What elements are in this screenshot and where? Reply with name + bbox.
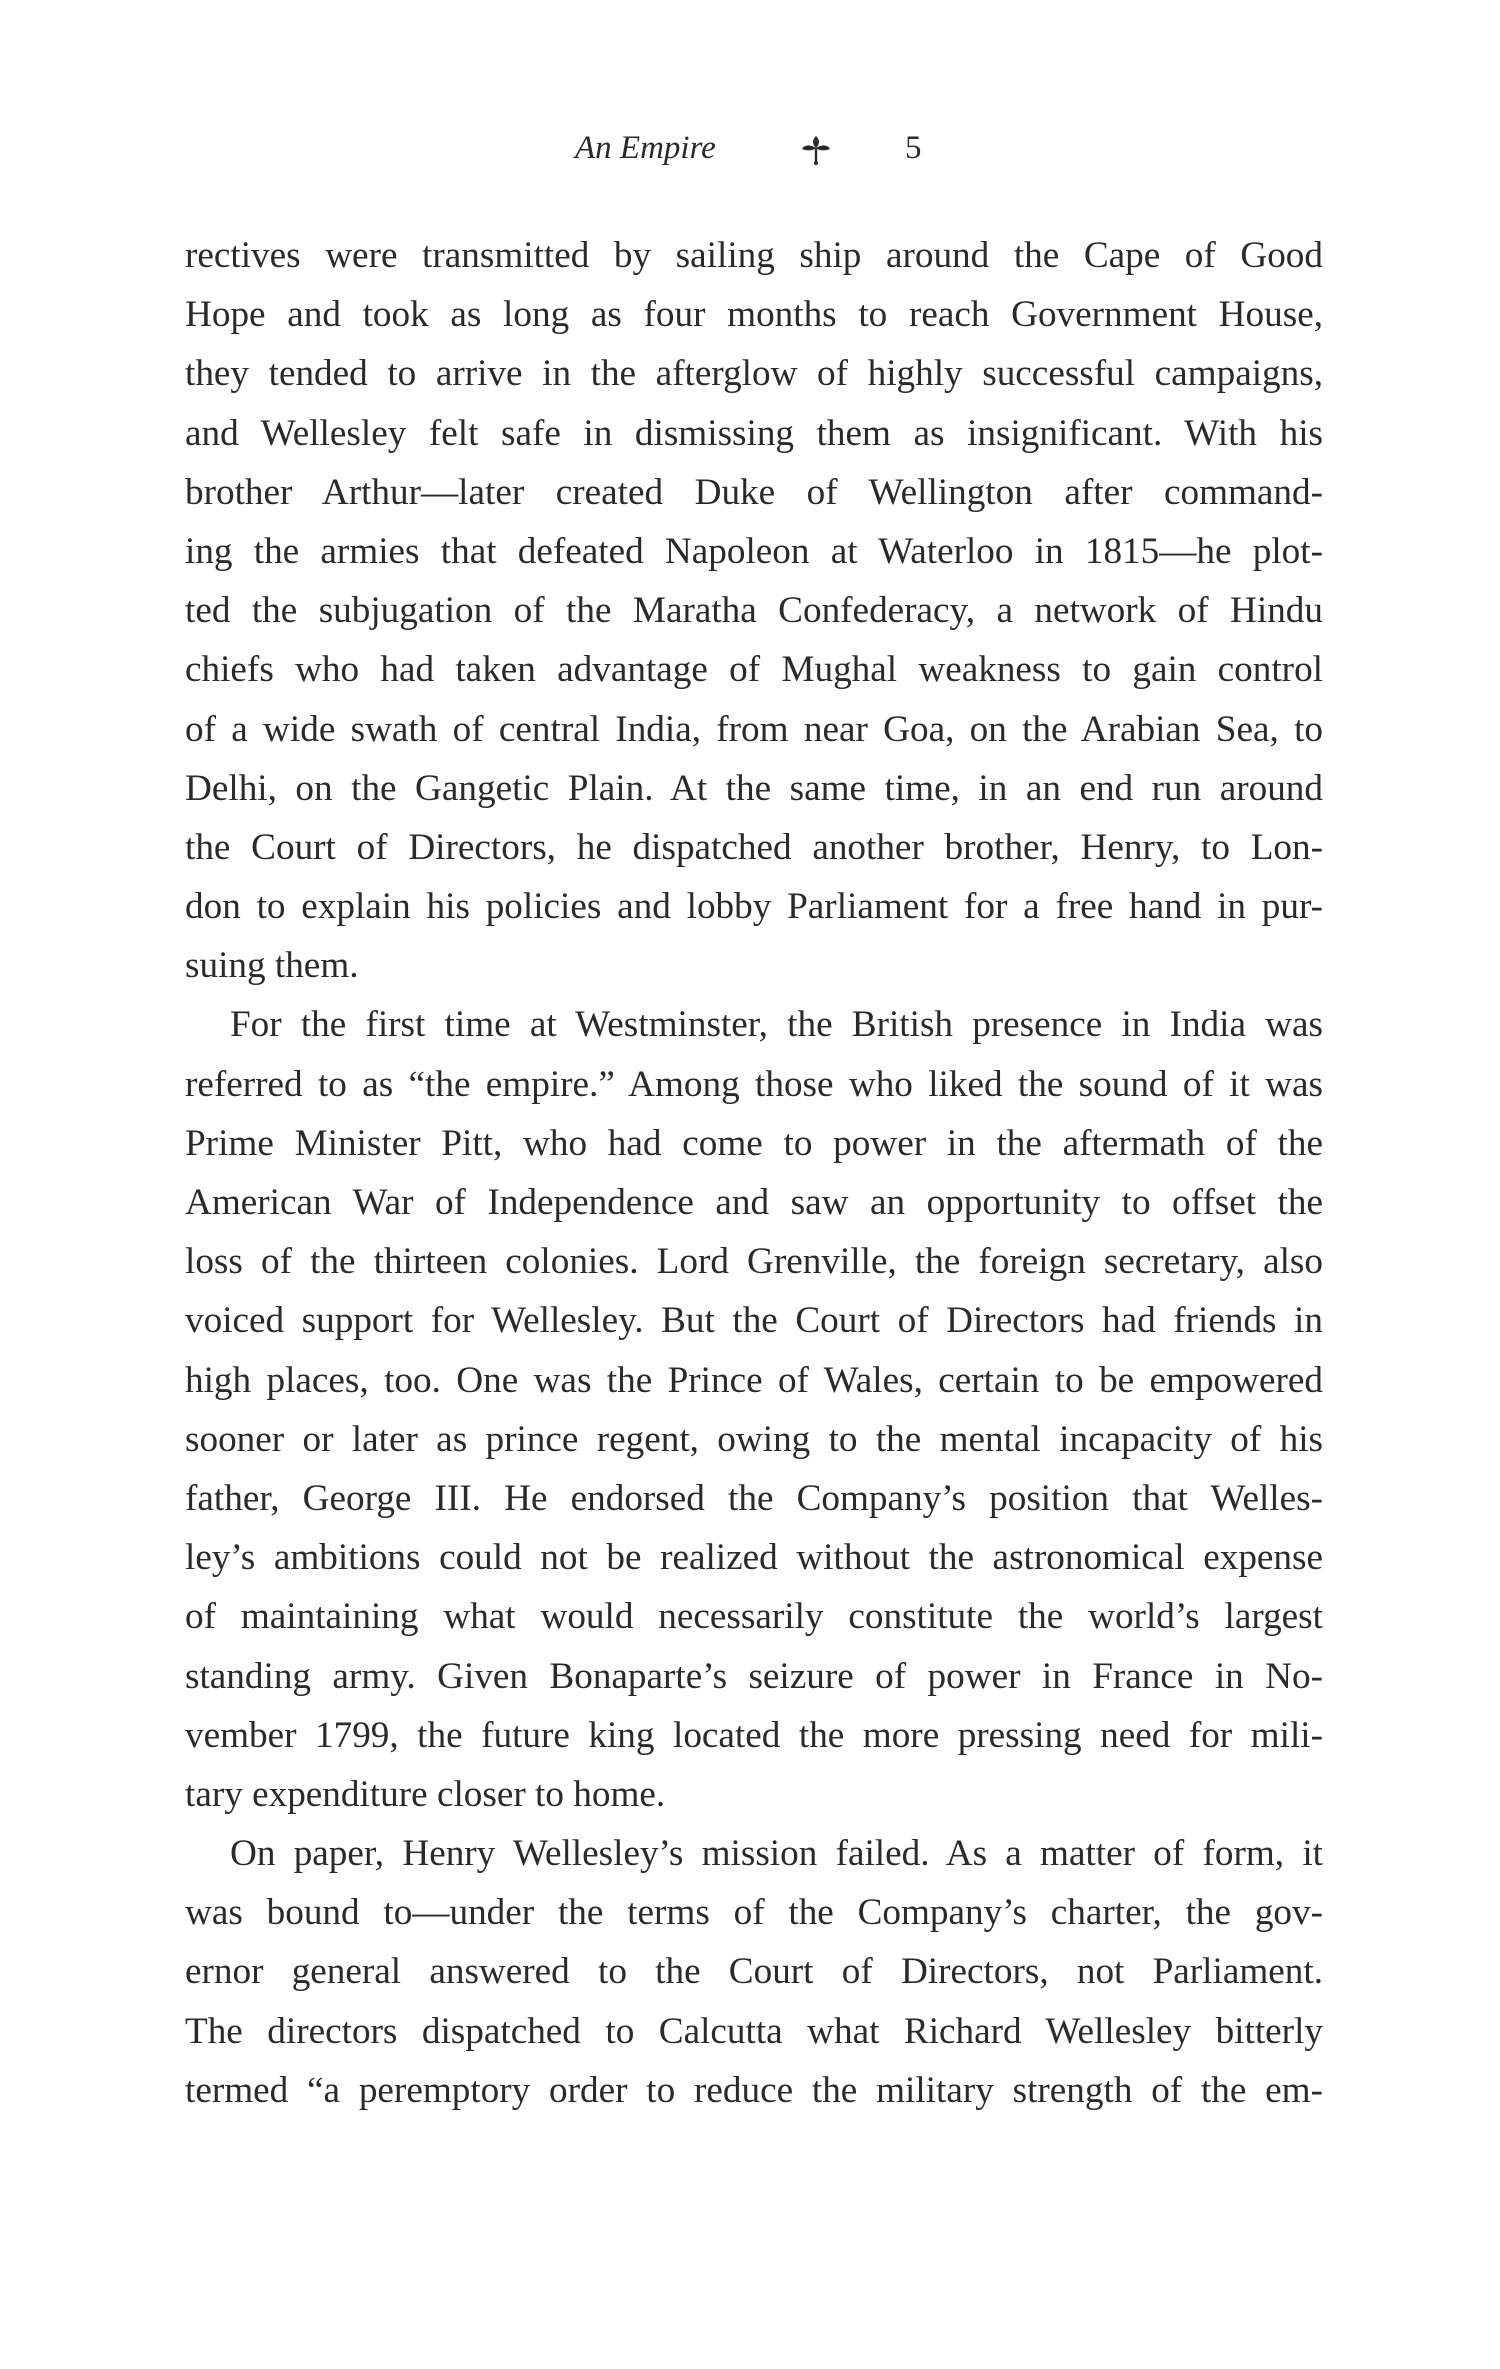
text-line: they tended to arrive in the afterglow of highly successful campaigns, xyxy=(185,353,1323,395)
text-line: The directors dispatched to Calcutta what Richard Wellesley bitterly xyxy=(185,2010,1323,2052)
paragraph xyxy=(185,1824,1323,2120)
text-line: For the first time at Westminster, the British presence in India was xyxy=(230,1004,1323,1046)
text-line: termed “a peremptory order to reduce the military strength of the em- xyxy=(185,2069,1323,2111)
text-line: Delhi, on the Gangetic Plain. At the same time, in an end run around xyxy=(185,767,1323,809)
text-line: suing them. xyxy=(185,945,359,987)
text-line: American War of Independence and saw an opportunity to offset the xyxy=(185,1182,1323,1223)
running-head-title: An Empire xyxy=(575,130,716,166)
text-line: high places, too. One was the Prince of Wales, certain to be empowered xyxy=(185,1359,1323,1401)
text-line: loss of the thirteen colonies. Lord Grenville, the foreign secretary, also xyxy=(185,1241,1323,1283)
text-line: tary expenditure closer to home. xyxy=(185,1773,666,1815)
page-number: 5 xyxy=(905,130,922,166)
text-line: ted the subjugation of the Maratha Confederacy, a network of Hindu xyxy=(185,590,1323,632)
text-line: ernor general answered to the Court of Directors, not Parliament. xyxy=(185,1951,1323,1993)
running-head xyxy=(0,118,1500,178)
text-line: was bound to—under the terms of the Company’s charter, the gov- xyxy=(185,1892,1323,1934)
text-line: ley’s ambitions could not be realized without the astronomical expense xyxy=(185,1537,1323,1579)
text-line: chiefs who had taken advantage of Mughal weakness to gain control xyxy=(185,649,1323,691)
fleuron-icon xyxy=(800,132,832,166)
body-text xyxy=(185,226,1323,2120)
text-line: of a wide swath of central India, from near Goa, on the Arabian Sea, to xyxy=(185,708,1323,750)
text-line: vember 1799, the future king located the more pressing need for mili- xyxy=(185,1714,1323,1756)
text-line: On paper, Henry Wellesley’s mission failed. As a matter of form, it xyxy=(230,1833,1323,1875)
text-line: of maintaining what would necessarily constitute the world’s largest xyxy=(185,1596,1323,1638)
text-line: sooner or later as prince regent, owing to the mental incapacity of his xyxy=(185,1418,1323,1460)
text-line: brother Arthur—later created Duke of Wellington after command- xyxy=(185,471,1323,513)
text-line: referred to as “the empire.” Among those who liked the sound of it was xyxy=(185,1063,1323,1105)
text-line: Prime Minister Pitt, who had come to power in the aftermath of the xyxy=(185,1122,1323,1164)
text-line: father, George III. He endorsed the Company’s position that Welles- xyxy=(185,1477,1323,1519)
text-line: Hope and took as long as four months to reach Government House, xyxy=(185,294,1323,336)
text-line: the Court of Directors, he dispatched another brother, Henry, to Lon- xyxy=(185,826,1323,868)
paragraph xyxy=(185,226,1323,995)
text-line: voiced support for Wellesley. But the Court of Directors had friends in xyxy=(185,1300,1323,1342)
text-line: ing the armies that defeated Napoleon at Waterloo in 1815—he plot- xyxy=(185,530,1323,572)
text-line: and Wellesley felt safe in dismissing them as insignificant. With his xyxy=(185,412,1323,454)
text-line: don to explain his policies and lobby Parliament for a free hand in pur- xyxy=(185,886,1323,928)
text-line: rectives were transmitted by sailing ship around the Cape of Good xyxy=(185,235,1323,276)
text-line: standing army. Given Bonaparte’s seizure of power in France in No- xyxy=(185,1655,1323,1697)
paragraph xyxy=(185,995,1323,1824)
